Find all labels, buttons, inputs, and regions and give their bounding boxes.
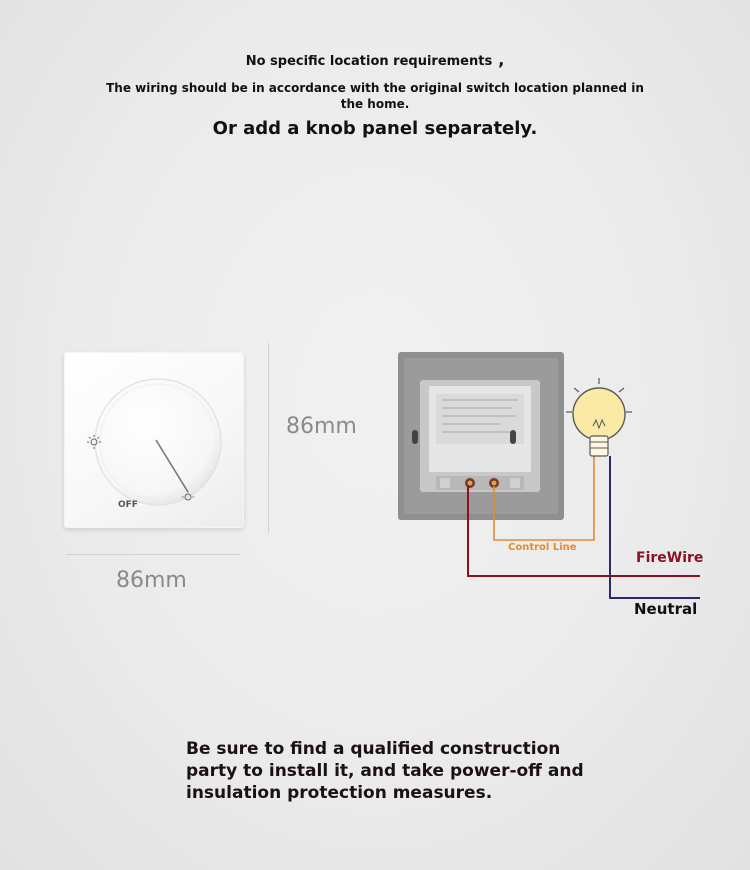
wiring-instruction: The wiring should be in accordance with the original switch location planned in the home. xyxy=(106,81,644,111)
switch-back xyxy=(398,352,564,520)
fire-wire-label: FireWire xyxy=(636,550,704,566)
control-line-label: Control Line xyxy=(508,542,577,553)
light-bulb-icon xyxy=(566,378,632,456)
off-label: OFF xyxy=(118,500,138,510)
location-heading-text: No specific location requirements xyxy=(245,54,493,69)
panel-width-label: 86mm xyxy=(116,568,187,593)
knob-panel-note: Or add a knob panel separately. xyxy=(212,118,538,139)
panel-height-label: 86mm xyxy=(286,414,357,439)
neutral-label: Neutral xyxy=(634,600,698,618)
safety-warning: Be sure to find a qualified construction party to install it, and take power-off and insulation protection measures. xyxy=(186,739,584,803)
location-heading-mark: , xyxy=(498,50,505,69)
